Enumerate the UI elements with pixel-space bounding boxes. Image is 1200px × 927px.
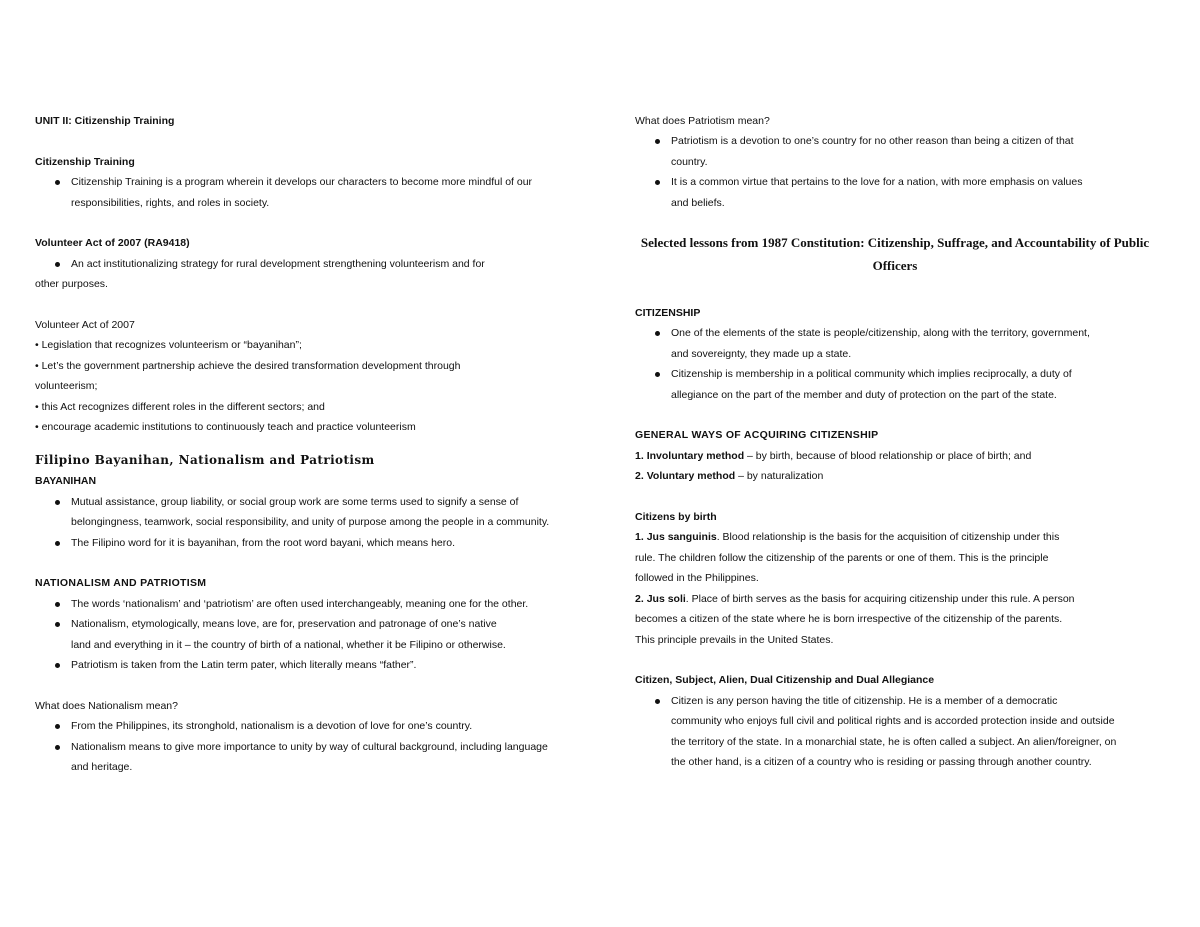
bullet-item: It is a common virtue that pertains to the love for a nation, with more emphasis on values: [635, 172, 1155, 192]
text-line: • Legislation that recognizes volunteerism or “bayanihan”;: [35, 339, 302, 352]
bullet-continuation: allegiance on the part of the member and duty of protection on the part of the state.: [671, 388, 1057, 401]
citizenship-training-heading: Citizenship Training: [35, 155, 135, 168]
item-text: – by naturalization: [735, 470, 824, 483]
spacer: [635, 405, 1155, 425]
bullet-item: The Filipino word for it is bayanihan, from the root word bayani, which means hero.: [35, 533, 575, 553]
text-line: rule. The children follow the citizenship of the parents or one of them. This is the principle: [635, 551, 1049, 564]
text-line: • this Act recognizes different roles in the different sectors; and: [35, 400, 325, 413]
right-column: [635, 111, 1155, 772]
spacer: [35, 676, 575, 696]
bullet-continuation: country.: [671, 155, 708, 168]
spacer: [35, 131, 575, 151]
bullet-continuation: and beliefs.: [671, 196, 725, 209]
bullet-item: Citizenship Training is a program wherein it develops our characters to become more mindful of our: [35, 172, 575, 192]
spacer: [35, 437, 575, 449]
citizenship-heading: CITIZENSHIP: [635, 307, 701, 320]
bullet-item: From the Philippines, its stronghold, nationalism is a devotion of love for one’s country.: [35, 716, 575, 736]
citizens-by-birth-heading: Citizens by birth: [635, 511, 717, 524]
bullet-continuation: the territory of the state. In a monarchial state, he is often called a subject. An alien/foreigner, on: [671, 735, 1117, 748]
spacer: [635, 650, 1155, 670]
unit-title: UNIT II: Citizenship Training: [35, 115, 175, 127]
item-number: 1.: [635, 531, 644, 544]
item-term: Jus soli: [646, 592, 686, 605]
item-text: . Blood relationship is the basis for the acquisition of citizenship under this: [716, 531, 1060, 544]
bullet-item: The words ‘nationalism’ and ‘patriotism’ are often used interchangeably, meaning one for the other.: [35, 594, 575, 614]
bullet-continuation: responsibilities, rights, and roles in society.: [71, 196, 270, 209]
bullet-item: Patriotism is taken from the Latin term pater, which literally means “father”.: [35, 655, 575, 675]
bayanihan-heading: BAYANIHAN: [35, 475, 97, 488]
bullet-continuation: and heritage.: [71, 761, 133, 774]
what-nationalism-heading: What does Nationalism mean?: [35, 699, 178, 712]
text-line: • encourage academic institutions to continuously teach and practice volunteerism: [35, 421, 416, 434]
spacer: [35, 553, 575, 573]
numbered-item: [635, 466, 1155, 486]
nationalism-patriotism-heading: NATIONALISM AND PATRIOTISM: [35, 577, 207, 590]
bullet-item: Mutual assistance, group liability, or social group work are some terms used to signify a sense of: [35, 492, 575, 512]
text-line: becomes a citizen of the state where he is born irrespective of the citizenship of the parents.: [635, 613, 1063, 626]
bullet-continuation: and sovereignty, they made up a state.: [671, 347, 852, 360]
bullet-continuation: the other hand, is a citizen of a country who is residing or passing through another country.: [671, 755, 1092, 768]
spacer: [35, 213, 575, 233]
citizen-subject-heading: Citizen, Subject, Alien, Dual Citizenship and Dual Allegiance: [635, 674, 935, 687]
volunteer-act-heading: Volunteer Act of 2007 (RA9418): [35, 237, 190, 250]
item-text: . Place of birth serves as the basis for acquiring citizenship under this rule. A person: [685, 592, 1075, 605]
item-term: Voluntary method: [646, 470, 736, 483]
bullet-continuation: other purposes.: [35, 278, 108, 291]
left-column: [35, 111, 575, 778]
text-line: volunteerism;: [35, 380, 98, 393]
bullet-item: Patriotism is a devotion to one’s country for no other reason than being a citizen of that: [635, 131, 1155, 151]
general-ways-heading: GENERAL WAYS OF ACQUIRING CITIZENSHIP: [635, 429, 879, 442]
text-line: followed in the Philippines.: [635, 572, 759, 585]
bullet-continuation: belongingness, teamwork, social responsibility, and unity of purpose among the people in a community.: [71, 516, 550, 529]
bullet-item: An act institutionalizing strategy for rural development strengthening volunteerism and for: [35, 254, 575, 274]
numbered-item: [635, 589, 1155, 609]
item-term: Jus sanguinis: [646, 531, 717, 544]
numbered-item: [635, 446, 1155, 466]
item-term: Involuntary method: [646, 449, 745, 462]
spacer: [635, 277, 1155, 303]
item-number: 1.: [635, 449, 644, 462]
spacer: [635, 487, 1155, 507]
bullet-item: Citizen is any person having the title of citizenship. He is a member of a democratic: [635, 691, 1155, 711]
bullet-item: Nationalism means to give more importance to unity by way of cultural background, including language: [35, 737, 575, 757]
bullet-continuation: community who enjoys full civil and political rights and is accorded protection inside and outside: [671, 715, 1115, 728]
text-line: This principle prevails in the United States.: [635, 633, 834, 646]
item-number: 2.: [635, 470, 644, 483]
spacer: [35, 295, 575, 315]
bayanihan-nationalism-heading: Filipino Bayanihan, Nationalism and Patriotism: [35, 453, 375, 468]
bullet-continuation: land and everything in it – the country of birth of a national, whether it be Filipino or otherwise.: [71, 638, 506, 651]
spacer: [635, 213, 1155, 231]
item-text: – by birth, because of blood relationship or place of birth; and: [744, 449, 1032, 462]
what-patriotism-heading: What does Patriotism mean?: [635, 115, 770, 127]
bullet-item: Citizenship is membership in a political community which implies reciprocally, a duty of: [635, 364, 1155, 384]
volunteer-act-2-heading: Volunteer Act of 2007: [35, 319, 135, 332]
text-line: • Let’s the government partnership achieve the desired transformation development through: [35, 359, 461, 372]
bullet-item: Nationalism, etymologically, means love, are for, preservation and patronage of one’s native: [35, 614, 575, 634]
item-number: 2.: [635, 592, 644, 605]
selected-lessons-heading: Selected lessons from 1987 Constitution: Citizenship, Suffrage, and Accountability of Public Officers: [640, 235, 1150, 274]
numbered-item: [635, 527, 1155, 547]
bullet-item: One of the elements of the state is people/citizenship, along with the territory, government,: [635, 323, 1155, 343]
